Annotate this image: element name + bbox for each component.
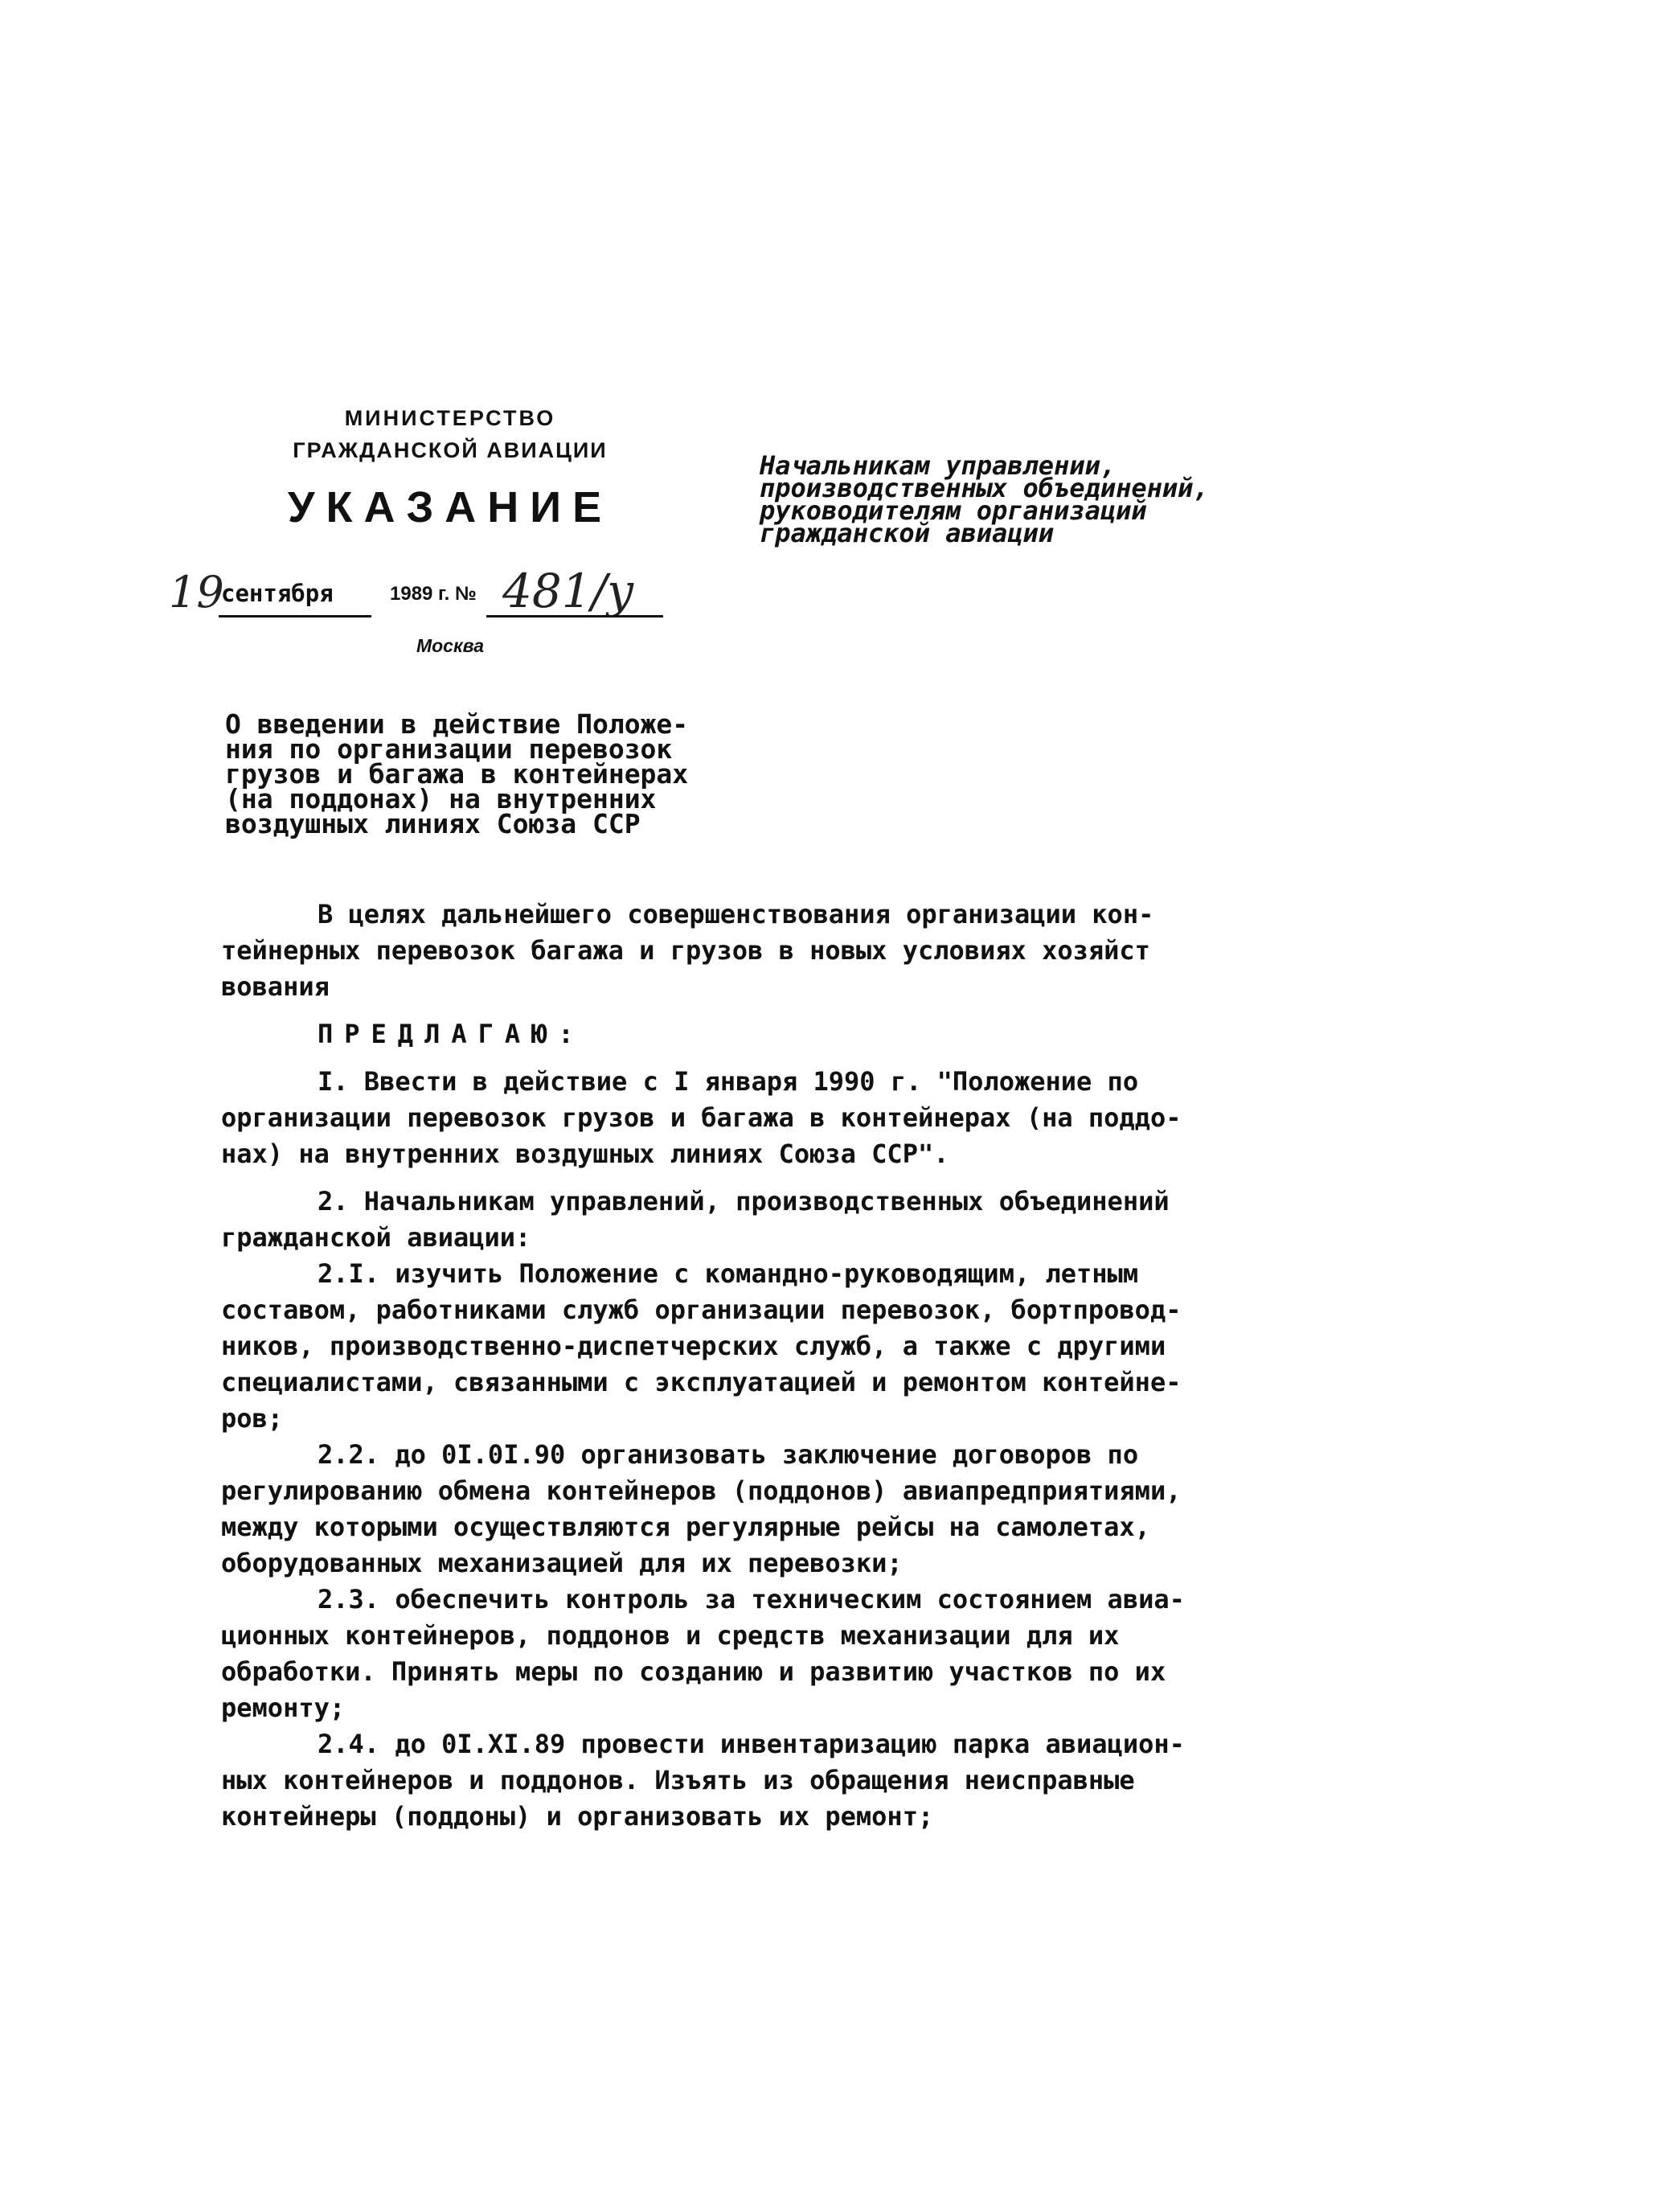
body-line: обработки. Принять меры по созданию и развитию участков по их (221, 1656, 1166, 1687)
addressee-line: производственных объединений, (760, 473, 1209, 503)
propose-heading: ПРЕДЛАГАЮ: (318, 1019, 585, 1049)
body-line: 2.3. обеспечить контроль за техническим состоянием авиа- (318, 1584, 1185, 1615)
body-line: ционных контейнеров, поддонов и средств механизации для их (221, 1620, 1120, 1651)
number-underline (486, 615, 663, 618)
body-line: вования (221, 971, 330, 1002)
item-1 (221, 1064, 1210, 1172)
month-underline (219, 615, 371, 618)
body-line: ров; (221, 1403, 284, 1434)
handwritten-document-number: 481/у (502, 564, 634, 618)
item-2-1 (221, 1256, 1210, 1437)
item-2-2 (221, 1437, 1210, 1582)
addressee-line: гражданской авиации (760, 518, 1055, 548)
ministry-name-line2: ГРАЖДАНСКОЙ АВИАЦИИ (293, 438, 608, 462)
body-line: 2.2. до 0I.0I.90 организовать заключение договоров по (318, 1439, 1139, 1470)
body-line: организации перевозок грузов и багажа в контейнерах (на поддо- (221, 1102, 1182, 1133)
body-line: гражданской авиации: (221, 1222, 531, 1253)
body-line: I. Ввести в действие с I января 1990 г. "Положение по (318, 1066, 1139, 1097)
body-line: тейнерных перевозок багажа и грузов в новых условиях хозяйст (221, 935, 1150, 966)
subject-line: (на поддонах) на внутренних (225, 783, 657, 814)
document-type-title: УКАЗАНИЕ (287, 483, 613, 531)
body-line: нах) на внутренних воздушных линиях Союза ССР". (221, 1139, 949, 1169)
subject-block (225, 708, 723, 839)
ministry-name-line1: МИНИСТЕРСТВО (344, 406, 556, 430)
body-line: регулированию обмена контейнеров (поддонов) авиапредприятиями, (221, 1475, 1182, 1506)
item-2 (221, 1184, 1210, 1256)
body-line: ных контейнеров и поддонов. Изъять из обращения неисправные (221, 1765, 1135, 1795)
body-line: В целях дальнейшего совершенствования организации кон- (318, 899, 1154, 929)
body-line: оборудованных механизацией для их перевозки; (221, 1548, 903, 1578)
item-2-4 (221, 1726, 1210, 1835)
handwritten-day: 19 (169, 567, 224, 618)
addressee-line: Начальникам управлении, (760, 450, 1117, 481)
item-2-3 (221, 1582, 1210, 1726)
body-line: между которыми осуществляются регулярные рейсы на самолетах, (221, 1512, 1150, 1542)
body-line: 2.4. до 0I.XI.89 провести инвентаризацию парка авиацион- (318, 1729, 1185, 1759)
body-line: ремонту; (221, 1693, 346, 1723)
subject-line: грузов и багажа в контейнерах (225, 758, 689, 790)
body-line: 2. Начальникам управлений, производственных объединений (318, 1186, 1170, 1217)
city: Москва (416, 635, 485, 656)
body-line: контейнеры (поддоны) и организовать их ремонт; (221, 1801, 934, 1832)
date-year: 1989 г. № (390, 583, 477, 605)
subject-line: ния по организации перевозок (225, 733, 673, 765)
body-line: составом, работниками служб организации перевозок, бортпровод- (221, 1295, 1182, 1325)
body-line: ников, производственно-диспетчерских служб, а также с другими (221, 1331, 1166, 1361)
addressee-block (760, 450, 1306, 548)
subject-line: О введении в действие Положе- (225, 708, 689, 740)
document-body (221, 897, 1210, 1835)
body-line: 2.I. изучить Положение с командно-руководящим, летным (318, 1258, 1139, 1289)
date-month: сентября (221, 580, 334, 607)
subject-line: воздушных линиях Союза ССР (225, 808, 641, 839)
date-number-line (161, 564, 691, 623)
body-line: специалистами, связанными с эксплуатацией и ремонтом контейне- (221, 1367, 1182, 1397)
intro-paragraph (221, 897, 1210, 1005)
addressee-line: руководителям организаций (760, 495, 1147, 526)
